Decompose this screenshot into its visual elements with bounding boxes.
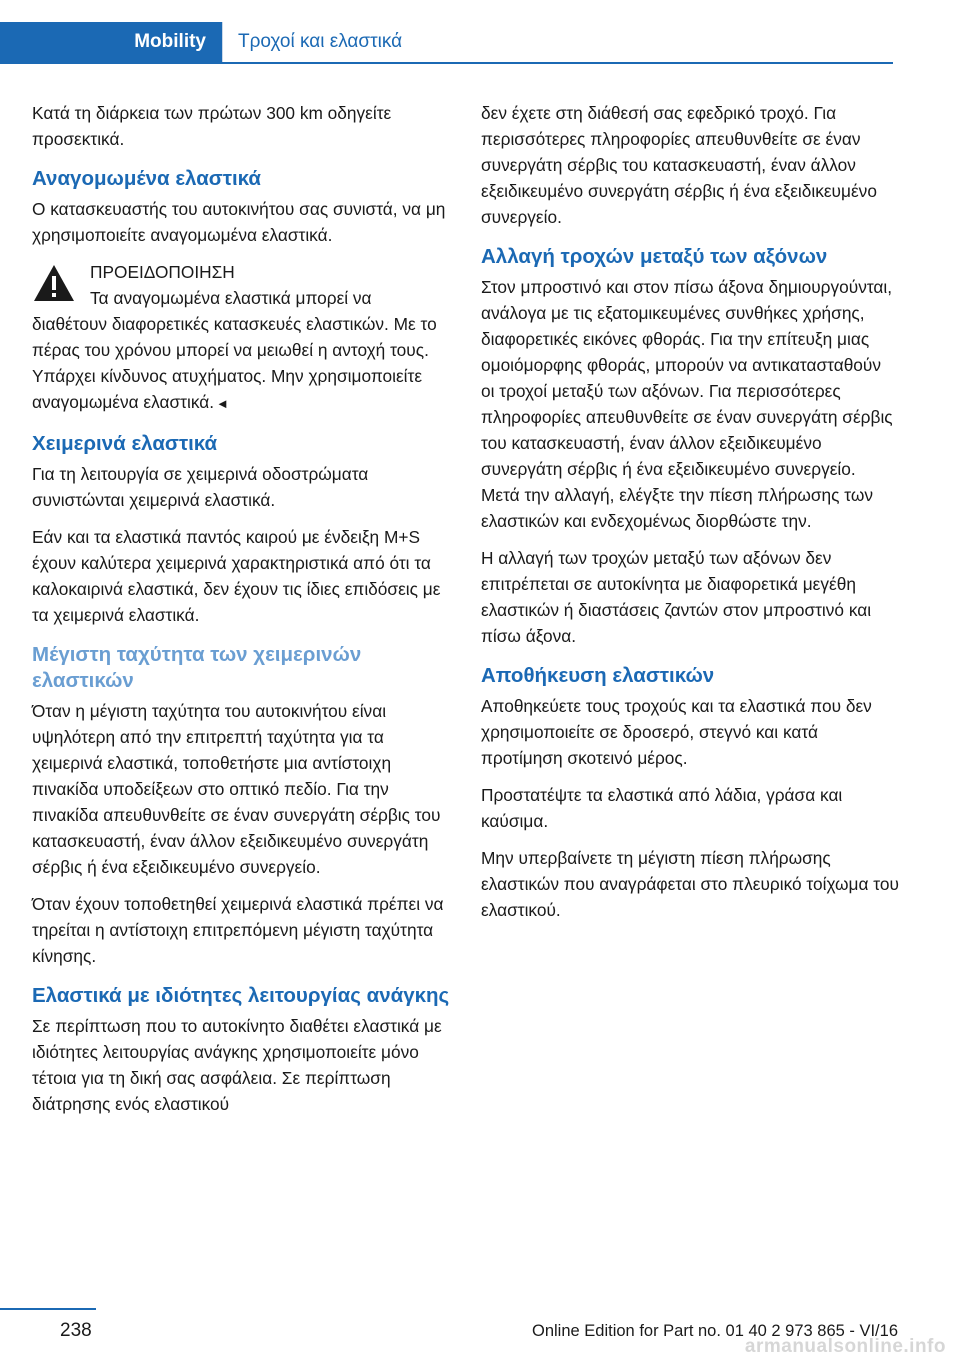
intro-paragraph: Κατά τη διάρκεια των πρώτων 300 km οδηγείτε προσεκτικά. [32,103,392,149]
heading-wheel-swap: Αλλαγή τροχών μεταξύ των αξόνων [481,245,828,268]
runflat-paragraph: Σε περίπτωση που το αυτοκίνητο διαθέτει ελαστικά με ιδιότητες λειτουργίας ανάγκης χρησιμοποιείτε μόνο τέτοια για τη δική σας ασφάλεια. Σε περίπτωση διάτρησης ενός ελαστικού [32,1016,442,1114]
wheel-swap-paragraph-2: Η αλλαγή των τροχών μεταξύ των αξόνων δεν επιτρέπεται σε αυτοκίνητα με διαφορετικά μεγέθη ελαστικών ή διαστάσεις ζαντών στον μπροστινό και πίσω άξονα. [481,548,872,646]
storage-paragraph-2: Προστατέψτε τα ελαστικά από λάδια, γράσα και καύσιμα. [481,785,843,831]
left-column [32,100,450,1128]
warning-lead-text: Τα αναγομωμένα ελαστικά μπορεί να [90,288,372,308]
right-column [481,100,899,934]
header-rule [0,62,893,64]
section-tab-wheels-tires[interactable]: Τροχοί και ελαστικά [238,31,403,52]
winter-paragraph-1: Για τη λειτουργία σε χειμερινά οδοστρώματα συνιστώνται χειμερινά ελαστικά. [32,464,369,510]
continuation-paragraph: δεν έχετε στη διάθεσή σας εφεδρικό τροχό. Για περισσότερες πληροφορίες απευθυνθείτε σε έναν συνεργάτη σέρβις του κατασκευαστή, έναν άλλον εξειδικευμένο συνεργάτη σέρβις ή ένα εξειδικευμένο συνεργείο. [481,103,877,227]
warning-text: διαθέτουν διαφορετικές κατασκευές ελαστικών. Με το πέρας του χρόνου μπορεί να μειωθεί η αντοχή τους. Υπάρχει κίνδυνος ατυχήματος. Μην χρησιμοποιείτε αναγομωμένα ελαστικά. [32,314,437,412]
heading-runflat-tires: Ελαστικά με ιδιότητες λειτουργίας ανάγκης [32,984,450,1007]
watermark: armanualsonline.info [744,1336,946,1357]
heading-winter-tires: Χειμερινά ελαστικά [32,432,218,455]
edition-text: Online Edition for Part no. 01 40 2 973 865 - VI/16 [532,1322,898,1340]
footer-rule [0,1308,96,1310]
storage-paragraph-1: Αποθηκεύετε τους τροχούς και τα ελαστικά που δεν χρησιμοποιείτε σε δροσερό, στεγνό και κατά προτίμηση σκοτεινό μέρος. [481,696,872,768]
page-number: 238 [60,1320,92,1341]
heading-retreaded-tires: Αναγομωμένα ελαστικά [32,167,262,190]
end-mark-icon: ◄ [216,396,229,411]
winter-paragraph-2: Εάν και τα ελαστικά παντός καιρού με ένδειξη M+S έχουν καλύτερα χειμερινά χαρακτηριστικά από ότι τα καλοκαιρινά ελαστικά, δεν έχουν τις ίδιες επιδόσεις με τα χειμερινά ελαστικά. [32,527,441,625]
retreaded-paragraph: Ο κατασκευαστής του αυτοκινήτου σας συνιστά, να μη χρησιμοποιείτε αναγομωμένα ελαστικά. [32,199,446,245]
heading-tire-storage: Αποθήκευση ελαστικών [481,664,715,687]
warning-block [32,259,450,417]
storage-paragraph-3: Μην υπερβαίνετε τη μέγιστη πίεση πλήρωσης ελαστικών που αναγράφεται στο πλευρικό τοίχωμα του ελαστικού. [481,848,899,920]
warning-label: ΠΡΟΕΙΔΟΠΟΙΗΣΗ [90,262,235,282]
heading-winter-max-speed: Μέγιστη ταχύτητα των χειμερινών ελαστικών [32,643,362,692]
warning-triangle-icon [32,263,76,303]
max-speed-paragraph-2: Όταν έχουν τοποθετηθεί χειμερινά ελαστικά πρέπει να τηρείται η αντίστοιχη επιτρεπόμενη μέγιστη ταχύτητα κίνησης. [32,894,444,966]
max-speed-paragraph-1: Όταν η μέγιστη ταχύτητα του αυτοκινήτου είναι υψηλότερη από την επιτρεπτή ταχύτητα για τα χειμερινά ελαστικά, τοποθετήστε μια αντίστοιχη πινακίδα υποδείξεων στο οπτικό πεδίο. Για την πινακίδα απευθυνθείτε σε έναν συνεργάτη σέρβις του κατασκευαστή, έναν άλλον εξειδικευμένο συνεργάτη σέρβις ή ένα εξειδικευμένο συνεργείο. [32,701,441,877]
chapter-tab-mobility[interactable]: Mobility [0,22,222,62]
wheel-swap-paragraph-1: Στον μπροστινό και στον πίσω άξονα δημιουργούνται, ανάλογα με τις εξατομικευμένες συνθήκες χρήσης, διαφορετικές εικόνες φθοράς. Για την επίτευξη μιας ομοιόμορφης φθοράς, μπορούν να αντικατασταθούν οι τροχοί μεταξύ των αξόνων. Για περισσότερες πληροφορίες απευθυνθείτε σε έναν συνεργάτη σέρβις του κατασκευαστή, έναν άλλον εξειδικευμένο συνεργάτη σέρβις ή ένα εξειδικευμένο συνεργείο. Μετά την αλλαγή, ελέγξτε την πίεση πλήρωσης των ελαστικών και ενδεχομένως διορθώστε την. [481,277,893,531]
